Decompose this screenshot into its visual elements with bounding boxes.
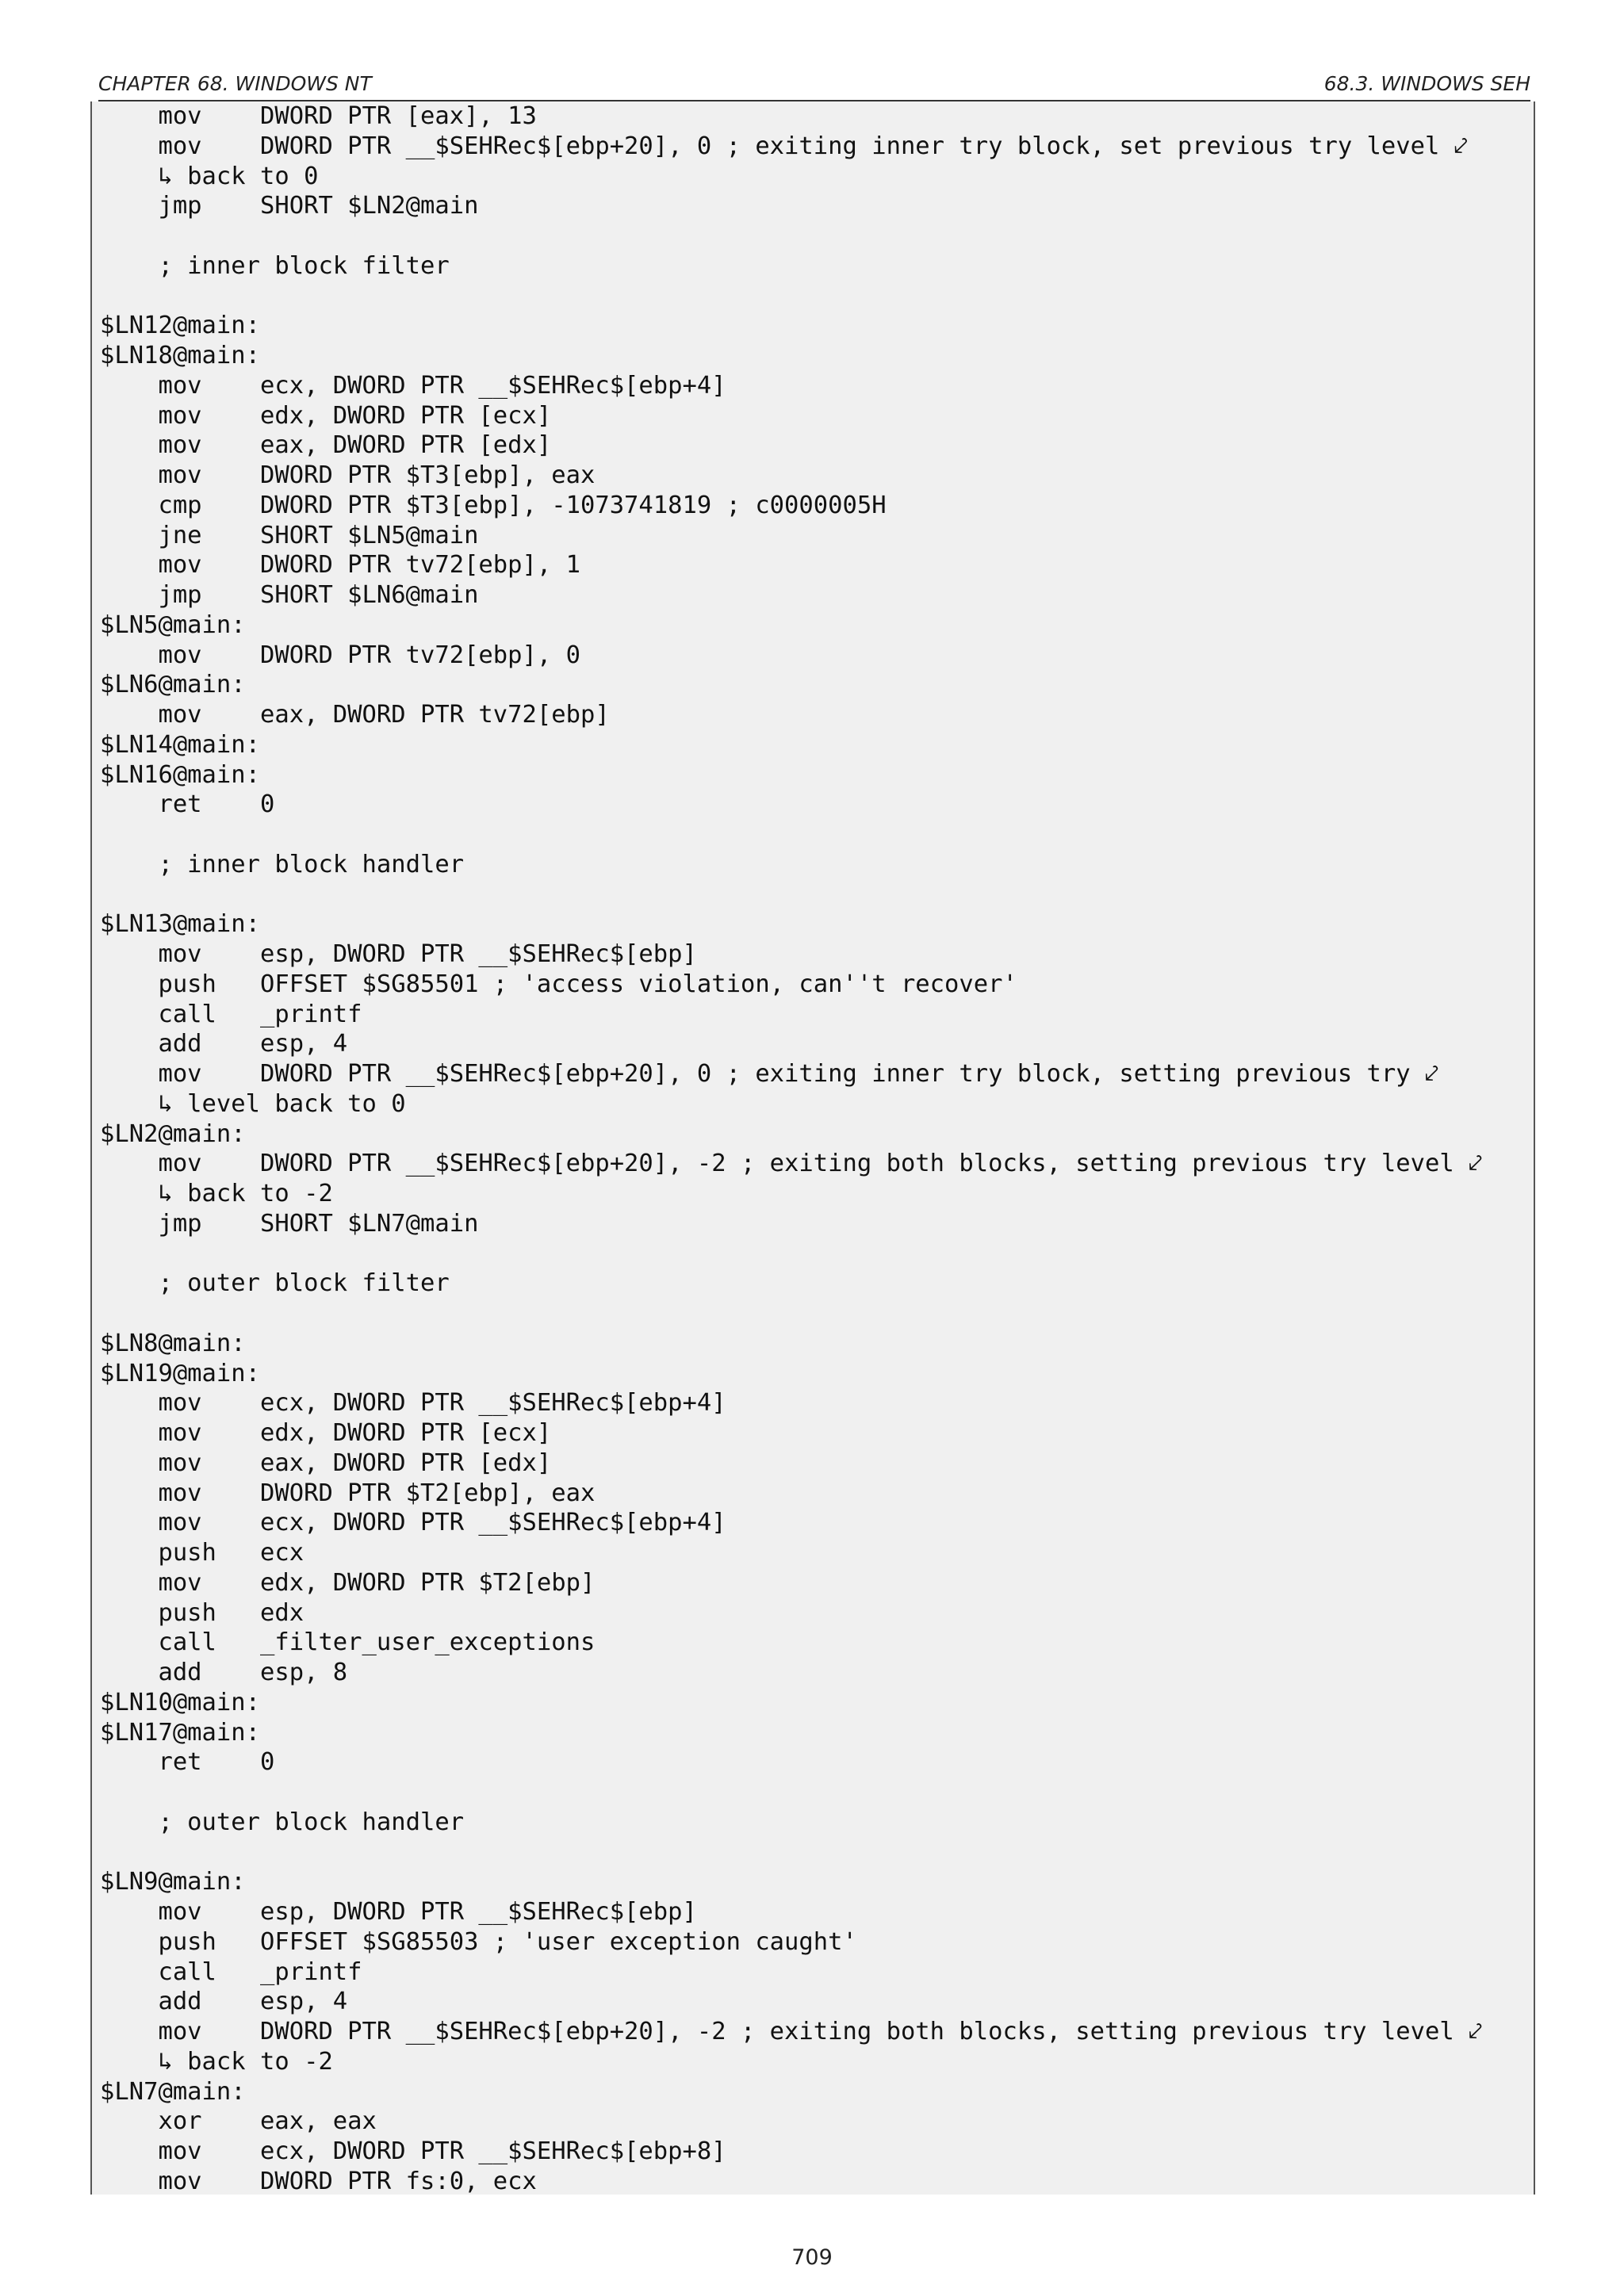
code-line: mov eax, DWORD PTR tv72[ebp] (100, 701, 610, 729)
code-line: $LN12@main: (100, 312, 260, 340)
chapter-title: CHAPTER 68. WINDOWS NT (98, 72, 372, 95)
code-line: mov esp, DWORD PTR __$SEHRec$[ebp] (100, 940, 697, 968)
code-line: ; inner block filter (100, 251, 450, 280)
code-line: mov ecx, DWORD PTR __$SEHRec$[ebp+4] (100, 371, 726, 400)
code-line: $LN8@main: (100, 1329, 246, 1357)
code-line: call _printf (100, 1957, 362, 1986)
code-line (100, 221, 1482, 251)
code-line: $LN5@main: (100, 610, 246, 639)
code-line: $LN6@main: (100, 671, 246, 699)
code-line: mov edx, DWORD PTR [ecx] (100, 401, 552, 430)
code-line: jmp SHORT $LN2@main (100, 192, 479, 220)
code-line: ret 0 (100, 1748, 275, 1777)
code-line: ↳ back to -2 (100, 1180, 333, 1207)
code-line: mov DWORD PTR __$SEHRec$[ebp+20], -2 ; exiting both blocks, setting previous try level ⤦ (100, 2018, 1483, 2045)
code-line: call _printf (100, 1000, 362, 1028)
code-line: $LN9@main: (100, 1868, 246, 1896)
code-line: $LN14@main: (100, 730, 260, 759)
code-line: ; outer block handler (100, 1808, 465, 1836)
code-line: $LN16@main: (100, 760, 260, 789)
code-line: ret 0 (100, 790, 275, 819)
code-line: mov DWORD PTR __$SEHRec$[ebp+20], -2 ; exiting both blocks, setting previous try level ⤦ (100, 1150, 1483, 1178)
code-line: mov DWORD PTR tv72[ebp], 0 (100, 641, 580, 669)
page-header (98, 68, 1530, 101)
code-line: push OFFSET $SG85503 ; 'user exception caught' (100, 1927, 857, 1956)
code-line: ↳ level back to 0 (100, 1089, 406, 1118)
code-line (100, 1838, 1482, 1868)
code-line: jmp SHORT $LN6@main (100, 581, 479, 609)
code-line: $LN18@main: (100, 342, 260, 369)
code-line: $LN19@main: (100, 1359, 260, 1387)
code-line (100, 1239, 1482, 1269)
code-line: mov ecx, DWORD PTR __$SEHRec$[ebp+4] (100, 1509, 726, 1537)
code-listing (90, 101, 1535, 2195)
code-line: mov edx, DWORD PTR $T2[ebp] (100, 1568, 596, 1597)
code-line: mov DWORD PTR $T2[ebp], eax (100, 1479, 596, 1507)
code-line: $LN7@main: (100, 2077, 246, 2106)
code-line: mov DWORD PTR __$SEHRec$[ebp+20], 0 ; exiting inner try block, setting previous try ⤦ (100, 1060, 1439, 1088)
code-line: $LN10@main: (100, 1688, 260, 1716)
code-line: push ecx (100, 1539, 304, 1567)
code-line: jne SHORT $LN5@main (100, 521, 479, 549)
page-number: 709 (791, 2245, 833, 2270)
code-line: push OFFSET $SG85501 ; 'access violation, can''t recover' (100, 970, 1017, 998)
code-line: ↳ back to 0 (100, 162, 319, 190)
code-line: mov DWORD PTR __$SEHRec$[ebp+20], 0 ; exiting inner try block, set previous try level ⤦ (100, 132, 1468, 160)
section-title: 68.3. WINDOWS SEH (1323, 72, 1530, 95)
code-line: $LN2@main: (100, 1119, 246, 1148)
code-line: jmp SHORT $LN7@main (100, 1209, 479, 1238)
code-line: ; outer block filter (100, 1269, 450, 1298)
code-line: mov DWORD PTR $T3[ebp], eax (100, 461, 596, 489)
code-line: cmp DWORD PTR $T3[ebp], -1073741819 ; c0000005H (100, 491, 887, 519)
code-line: xor eax, eax (100, 2107, 377, 2136)
code-line: add esp, 4 (100, 1988, 348, 2016)
code-line: mov ecx, DWORD PTR __$SEHRec$[ebp+8] (100, 2137, 726, 2165)
code-line (100, 880, 1482, 910)
code-line (100, 281, 1482, 312)
code-line: add esp, 8 (100, 1659, 348, 1686)
code-line: add esp, 4 (100, 1030, 348, 1058)
code-line: mov DWORD PTR fs:0, ecx (100, 2167, 537, 2195)
code-line: mov ecx, DWORD PTR __$SEHRec$[ebp+4] (100, 1389, 726, 1418)
code-line: mov eax, DWORD PTR [edx] (100, 431, 552, 460)
code-line: mov DWORD PTR tv72[ebp], 1 (100, 551, 580, 580)
code-line (100, 1777, 1482, 1808)
code-line: $LN13@main: (100, 910, 260, 939)
code-line: $LN17@main: (100, 1718, 260, 1747)
code-line: ↳ back to -2 (100, 2047, 333, 2076)
code-line: ; inner block handler (100, 850, 465, 878)
code-line (100, 820, 1482, 850)
code-line: mov DWORD PTR [eax], 13 (100, 102, 537, 130)
code-line: mov esp, DWORD PTR __$SEHRec$[ebp] (100, 1898, 697, 1926)
code-line (100, 1299, 1482, 1329)
code-line: push edx (100, 1598, 304, 1627)
code-line: call _filter_user_exceptions (100, 1628, 596, 1657)
code-line: mov edx, DWORD PTR [ecx] (100, 1419, 552, 1447)
code-block (100, 101, 1482, 2197)
code-line: mov eax, DWORD PTR [edx] (100, 1448, 552, 1477)
